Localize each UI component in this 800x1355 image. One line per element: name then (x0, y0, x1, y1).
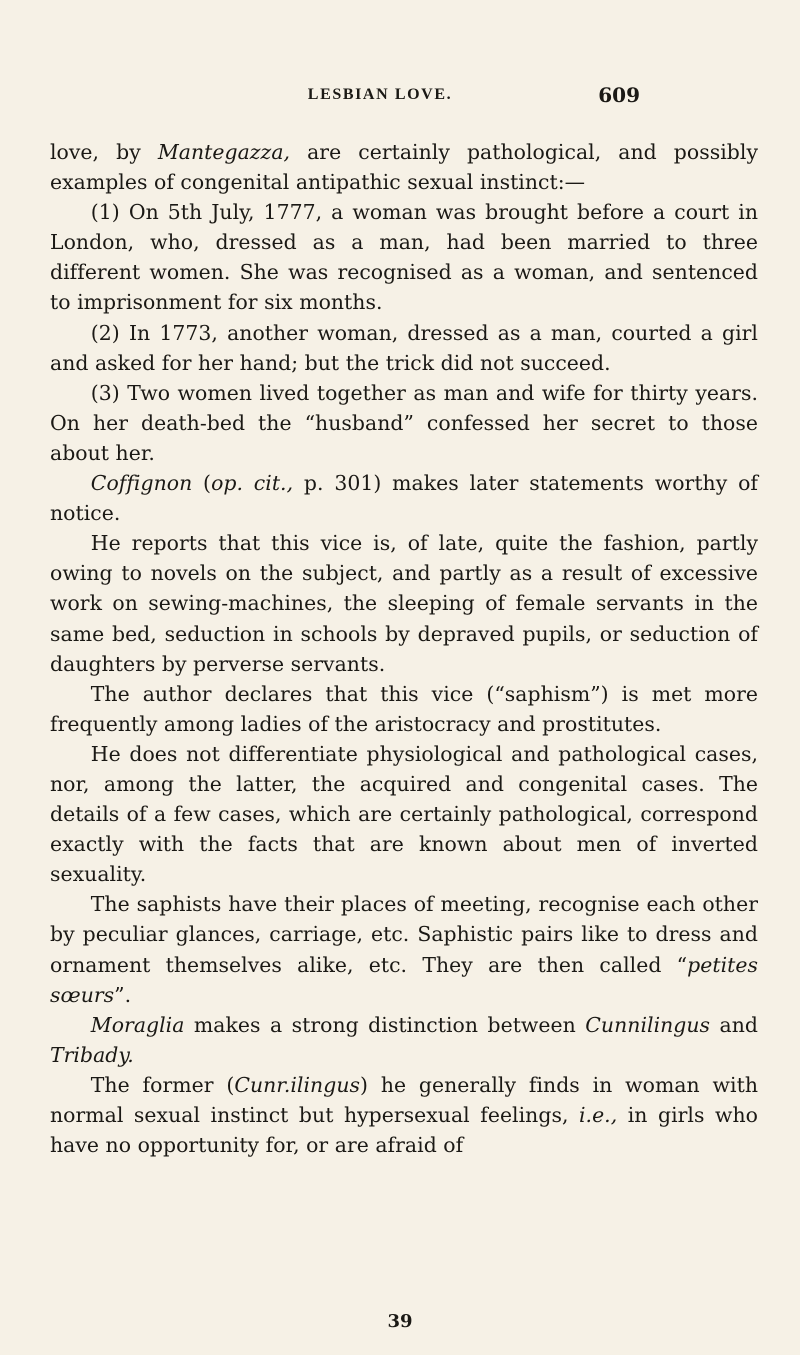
text-run: love, by (50, 140, 158, 164)
text-run: (3) Two women lived together as man and wife for thirty years. On her death-bed the “husband” confessed her secret to those about her. (50, 380, 758, 465)
paragraph (50, 739, 758, 889)
text-run: (1) On 5th July, 1777, a woman was brought before a court in London, who, dressed as a man, had been married to three different women. She was recognised as a woman, and sentenced to imprisonment for six months. (50, 200, 758, 315)
body-text (50, 137, 758, 1160)
text-run: ( (192, 471, 212, 496)
paragraph (50, 137, 758, 197)
paragraph (50, 197, 758, 317)
text-run: The saphists have their places of meeting, recognise each other by peculiar glances, carriage, etc. Saphistic pairs like to dress and ornament themselves alike, etc. They are then called “ (50, 892, 758, 977)
page-number: 609 (598, 83, 640, 107)
text-run: in girls who have no opportunity for, or are afraid of (50, 1103, 758, 1158)
paragraph (50, 378, 758, 468)
text-run: and (710, 1012, 759, 1037)
text-run: (2) In 1773, another woman, dressed as a man, courted a girl and asked for her hand; but the trick did not succeed. (50, 320, 758, 375)
italic-text: Cunnilingus (585, 1012, 711, 1037)
paragraph (50, 679, 758, 739)
text-run: The former ( (90, 1072, 235, 1097)
text-run: ) he generally finds in woman with normal sexual instinct but hypersexual feelings, (50, 1072, 758, 1127)
text-run: makes a strong distinction between (184, 1012, 586, 1037)
page-header (120, 83, 640, 116)
paragraph (50, 889, 758, 1009)
italic-text: Moraglia (90, 1012, 185, 1037)
italic-text: Mantegazza, (157, 140, 291, 164)
paragraph (50, 1010, 758, 1070)
italic-text: Coffignon (90, 471, 193, 496)
italic-text: Cunr.ilingus (234, 1072, 360, 1097)
paragraph (50, 468, 758, 528)
paragraph (50, 528, 758, 678)
running-head: LESBIAN LOVE. (307, 86, 453, 103)
signature-mark: 39 (387, 1311, 413, 1332)
italic-text: i.e., (578, 1103, 618, 1127)
text-run: p. 301) makes later statements worthy of notice. (50, 471, 758, 526)
italic-text: Tribady. (50, 1042, 134, 1067)
text-run: ”. (114, 982, 132, 1007)
text-run: He reports that this vice is, of late, quite the fashion, partly owing to novels on the subject, and partly as a result of excessive work on sewing-machines, the sleeping of female servants in the same bed, seduction in schools by depraved pupils, or seduction of daughters by perverse servants. (50, 531, 758, 676)
italic-text: op. cit., (211, 471, 294, 496)
text-run: are certainly pathological, and possibly examples of congenital antipathic sexual instinct:— (50, 140, 759, 195)
text-run: He does not differentiate physiological and pathological cases, nor, among the latter, the acquired and congenital cases. The details of a few cases, which are certainly pathological, correspond exactly with the facts that are known about men of inverted sexuality. (50, 741, 758, 887)
text-run: The author declares that this vice (“saphism”) is met more frequently among ladies of the aristocracy and prostitutes. (50, 681, 758, 736)
paragraph (50, 318, 758, 378)
paragraph (50, 1070, 758, 1160)
italic-text: petites sœurs (50, 952, 758, 1007)
